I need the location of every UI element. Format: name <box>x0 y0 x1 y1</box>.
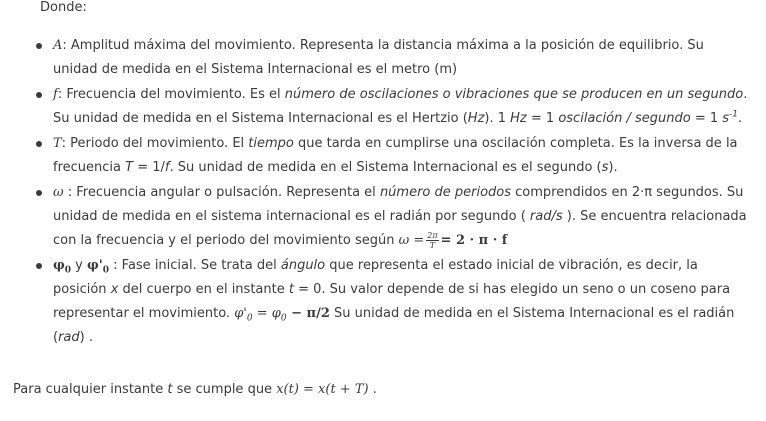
bullet-icon <box>36 190 42 196</box>
symbol-phi: φ <box>53 258 65 273</box>
symbol-frequency: f <box>53 87 58 102</box>
bullet-icon <box>36 141 42 147</box>
equation-phase: φ' <box>234 306 247 321</box>
amplitude-text: : Amplitud máxima del movimiento. Representa la distancia máxima a la posición de equilibrio. Su unidad de medida en el Sistema Internacional es el metro (m) <box>53 38 704 77</box>
symbol-phi-prime: φ' <box>87 258 103 273</box>
equation-fraction: $\frac{2\pi}{T}$ <box>427 231 438 250</box>
list-item-amplitude <box>0 34 766 82</box>
equation-omega-rhs: = 2 · π · f <box>440 233 508 248</box>
equation-omega-lhs: ω = <box>398 233 425 248</box>
list-item-angular-frequency: ω : Frecuencia angular o pulsación. Representa el número de periodos comprendidos en 2·π segundos. Su unidad de medida en el sistema internacional es el radián por segundo ( rad/s ). Se encuentra relacionada con la frecuencia y el periodo del movimiento según ω = $\frac{2\pi}{T}$ = 2 · π · f <box>0 181 766 253</box>
bullet-icon <box>36 263 42 269</box>
list-item-frequency: f: Frecuencia del movimiento. Es el número de oscilaciones o vibraciones que se producen en un segundo. Su unidad de medida en el Sistema Internacional es el Hertzio (Hz). 1 Hz = 1 oscilación / segundo = 1 $s^{-1}$. <box>0 83 766 131</box>
equation-periodicity: x(t) = x(t + T) <box>276 382 369 397</box>
list-item-period: T: Periodo del movimiento. El tiempo que tarda en cumplirse una oscilación completa. Es la inversa de la frecuencia T = 1/f. Su unidad de medida en el Sistema Internacional es el segundo (s). <box>0 132 766 180</box>
bullet-icon <box>36 92 42 98</box>
intro-text: Donde: <box>40 0 87 15</box>
symbol-omega: ω <box>53 185 64 200</box>
definition-list <box>0 34 766 350</box>
list-item-phase: $\varphi_0$ y $\varphi'_0$ : Fase inicial. Se trata del ángulo que representa el estado inicial de vibración, es decir, la posición x del cuerpo en el instante t = 0. Su valor depende de si has elegido un seno o un coseno para representar el movimiento. $\varphi'_0 = \varphi_0 - \pi/2$ Su unidad de medida en el Sistema Internacional es el radián (rad) . <box>0 254 766 350</box>
symbol-amplitude: A <box>53 38 63 53</box>
final-statement: Para cualquier instante t se cumple que x(t) = x(t + T) . <box>13 382 377 397</box>
bullet-icon <box>36 43 42 49</box>
symbol-period: T <box>53 136 62 151</box>
